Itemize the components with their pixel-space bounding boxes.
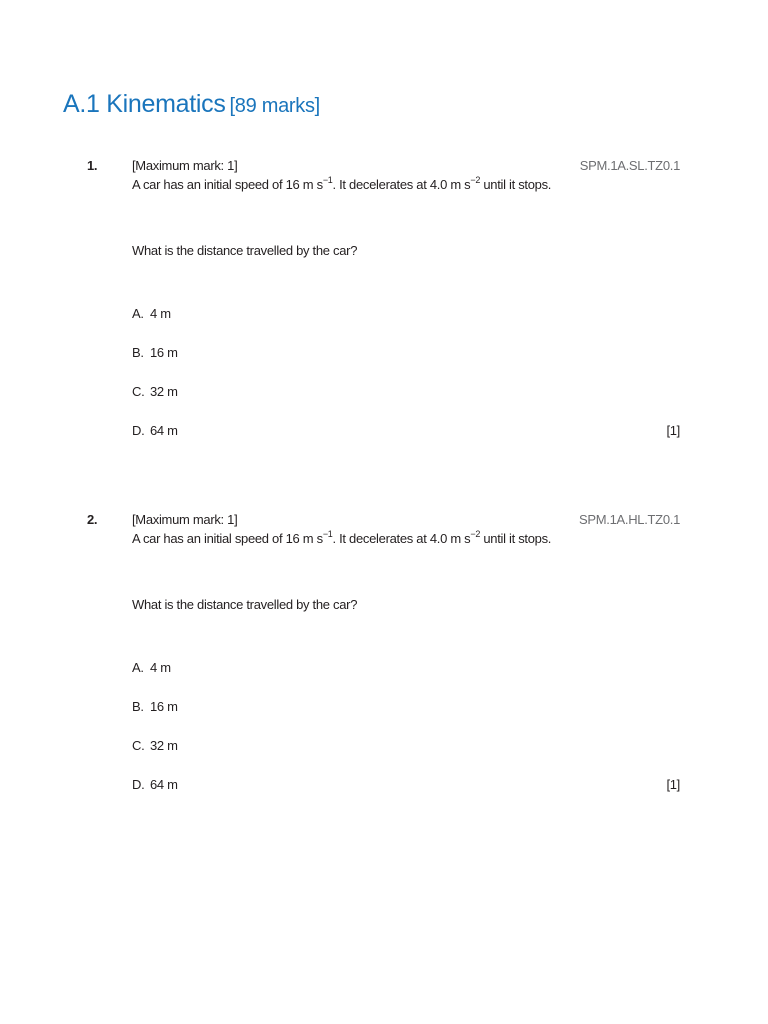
stem-text: until it stops. (480, 531, 552, 546)
option-d (132, 777, 178, 792)
stem-text: until it stops. (480, 177, 552, 192)
stem-text: A car has an initial speed of 16 m s (132, 531, 323, 546)
option-a (132, 306, 171, 321)
question-number: 2. (87, 512, 98, 527)
question-max-mark: [Maximum mark: 1] (132, 158, 238, 173)
option-letter: D. (132, 777, 145, 792)
section-marks: [89 marks] (229, 95, 320, 117)
option-c (132, 738, 178, 753)
question-stem (132, 527, 567, 550)
option-text: 32 m (150, 384, 178, 399)
question-max-mark: [Maximum mark: 1] (132, 512, 238, 527)
option-d (132, 423, 178, 438)
option-text: 64 m (150, 777, 178, 792)
option-text: 16 m (150, 699, 178, 714)
option-letter: A. (132, 660, 144, 675)
question-code: SPM.1A.SL.TZ0.1 (579, 158, 680, 173)
option-letter: B. (132, 345, 144, 360)
question-1 (0, 158, 768, 458)
stem-exponent: −2 (470, 528, 481, 539)
stem-text: . It decelerates at 4.0 m s (332, 177, 471, 192)
question-prompt: What is the distance travelled by the car? (132, 243, 358, 258)
option-b (132, 699, 178, 714)
option-text: 4 m (150, 660, 171, 675)
option-text: 32 m (150, 738, 178, 753)
option-text: 16 m (150, 345, 178, 360)
question-number: 1. (87, 158, 98, 173)
stem-exponent: −2 (470, 174, 481, 185)
section-title (63, 90, 320, 119)
stem-text: . It decelerates at 4.0 m s (332, 531, 471, 546)
section-title-text: A.1 Kinematics (63, 90, 226, 118)
question-total-marks: [1] (666, 423, 680, 438)
question-prompt: What is the distance travelled by the car? (132, 597, 358, 612)
question-stem (132, 173, 567, 196)
option-a (132, 660, 171, 675)
option-letter: C. (132, 384, 145, 399)
question-total-marks: [1] (666, 777, 680, 792)
stem-text: A car has an initial speed of 16 m s (132, 177, 323, 192)
option-letter: D. (132, 423, 145, 438)
option-letter: B. (132, 699, 144, 714)
question-code: SPM.1A.HL.TZ0.1 (579, 512, 680, 527)
option-letter: C. (132, 738, 145, 753)
option-text: 64 m (150, 423, 178, 438)
option-letter: A. (132, 306, 144, 321)
option-text: 4 m (150, 306, 171, 321)
option-b (132, 345, 178, 360)
stem-exponent: −1 (322, 174, 333, 185)
question-2 (0, 512, 768, 812)
option-c (132, 384, 178, 399)
stem-exponent: −1 (322, 528, 333, 539)
